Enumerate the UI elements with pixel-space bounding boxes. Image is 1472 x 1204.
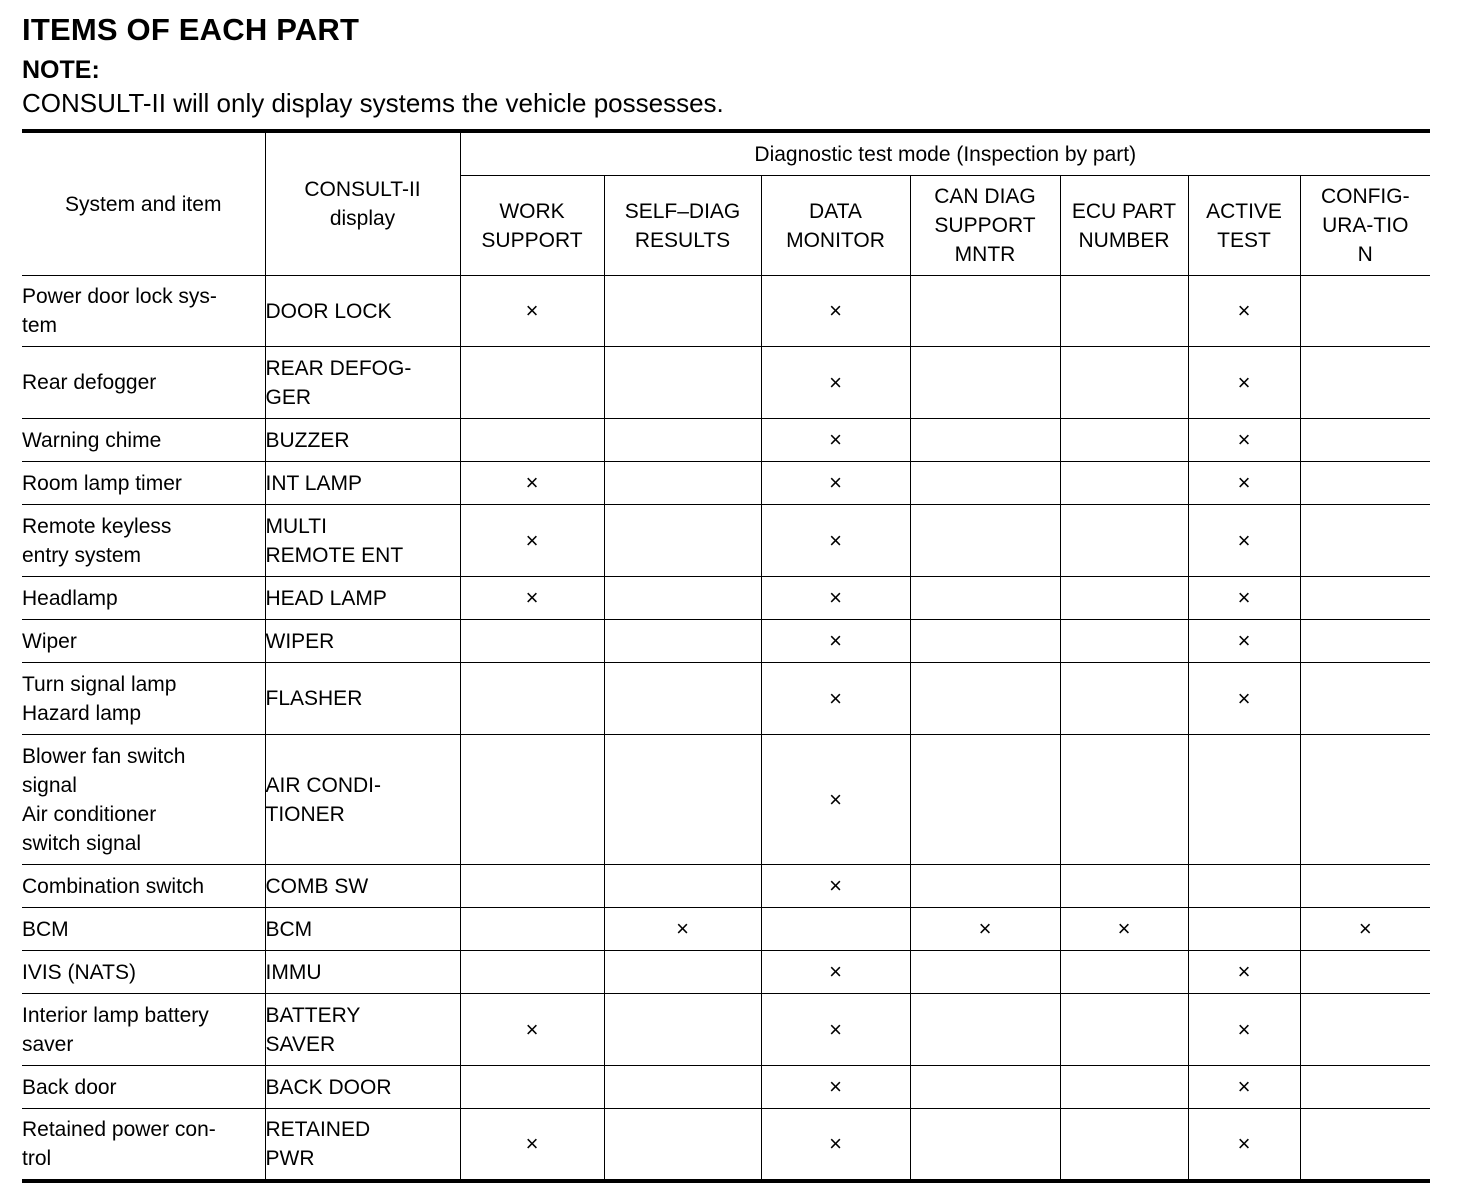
empty-cell [910,419,1060,462]
empty-cell [1300,577,1430,620]
empty-cell [604,994,761,1066]
empty-cell [604,347,761,419]
empty-cell [910,347,1060,419]
empty-cell [1060,865,1188,908]
header-system-and-item [22,131,265,276]
empty-cell [1300,1109,1430,1181]
empty-cell [1300,865,1430,908]
empty-cell [910,505,1060,577]
empty-cell [460,735,604,865]
header-display-label: CONSULT-II display [304,178,421,230]
empty-cell [460,908,604,951]
empty-cell [910,951,1060,994]
supported-mark: × [1188,1109,1300,1181]
table-row [22,505,1430,577]
empty-cell [604,663,761,735]
supported-mark: × [761,505,910,577]
empty-cell [910,865,1060,908]
empty-cell [604,462,761,505]
empty-cell [460,419,604,462]
supported-mark: × [761,735,910,865]
empty-cell [460,951,604,994]
consult-display-cell: IMMU [265,951,460,994]
note-label: NOTE: [22,56,100,84]
consult-display-cell: BATTERY SAVER [265,994,460,1066]
empty-cell [604,620,761,663]
empty-cell [1300,462,1430,505]
empty-cell [604,419,761,462]
supported-mark: × [1188,419,1300,462]
empty-cell [1060,620,1188,663]
empty-cell [460,347,604,419]
table-row [22,1066,1430,1109]
supported-mark: × [1188,505,1300,577]
table-row [22,276,1430,347]
empty-cell [1300,276,1430,347]
supported-mark: × [1188,276,1300,347]
supported-mark: × [761,419,910,462]
supported-mark: × [1188,994,1300,1066]
header-consult-display [265,131,460,276]
supported-mark: × [761,462,910,505]
consult-display-cell: RETAINED PWR [265,1109,460,1181]
empty-cell [1060,276,1188,347]
supported-mark: × [761,663,910,735]
empty-cell [1300,347,1430,419]
system-item-cell: Wiper [22,620,265,663]
empty-cell [604,951,761,994]
empty-cell [1300,735,1430,865]
empty-cell [1060,994,1188,1066]
empty-cell [460,865,604,908]
header-work-support: WORK SUPPORT [460,176,604,276]
empty-cell [604,1109,761,1181]
system-item-cell: Power door lock sys- tem [22,276,265,347]
consult-display-cell: MULTI REMOTE ENT [265,505,460,577]
header-self-diag-results: SELF–DIAG RESULTS [604,176,761,276]
consult-display-cell: INT LAMP [265,462,460,505]
empty-cell [1060,951,1188,994]
empty-cell [460,1066,604,1109]
supported-mark: × [761,951,910,994]
supported-mark: × [1188,347,1300,419]
empty-cell [460,620,604,663]
supported-mark: × [1060,908,1188,951]
supported-mark: × [460,276,604,347]
empty-cell [1300,994,1430,1066]
system-item-cell: Room lamp timer [22,462,265,505]
table-row [22,663,1430,735]
empty-cell [1060,1109,1188,1181]
supported-mark: × [1300,908,1430,951]
empty-cell [460,663,604,735]
empty-cell [604,865,761,908]
note-text: CONSULT-II will only display systems the vehicle possesses. [22,88,724,118]
empty-cell [1188,735,1300,865]
empty-cell [761,908,910,951]
system-item-cell: IVIS (NATS) [22,951,265,994]
supported-mark: × [761,994,910,1066]
empty-cell [910,276,1060,347]
system-item-cell: Headlamp [22,577,265,620]
supported-mark: × [1188,620,1300,663]
header-group-label: Diagnostic test mode (Inspection by part) [754,142,1137,166]
supported-mark: × [910,908,1060,951]
empty-cell [1060,577,1188,620]
system-item-cell: Warning chime [22,419,265,462]
supported-mark: × [604,908,761,951]
system-item-cell: Turn signal lamp Hazard lamp [22,663,265,735]
page-title: ITEMS OF EACH PART [22,12,360,47]
supported-mark: × [460,462,604,505]
header-system-label: System and item [65,192,222,216]
consult-display-cell: HEAD LAMP [265,577,460,620]
supported-mark: × [1188,577,1300,620]
consult-display-cell: AIR CONDI- TIONER [265,735,460,865]
supported-mark: × [1188,1066,1300,1109]
supported-mark: × [460,994,604,1066]
empty-cell [910,620,1060,663]
table-row [22,419,1430,462]
supported-mark: × [1188,462,1300,505]
empty-cell [604,276,761,347]
system-item-cell: Rear defogger [22,347,265,419]
empty-cell [1060,419,1188,462]
empty-cell [1300,951,1430,994]
header-configuration: CONFIG-URA-TION [1300,176,1430,276]
table-row [22,462,1430,505]
table-row [22,1109,1430,1181]
supported-mark: × [1188,663,1300,735]
supported-mark: × [460,1109,604,1181]
table-row [22,620,1430,663]
table-body [22,276,1430,1181]
table-row [22,908,1430,951]
table-row [22,994,1430,1066]
empty-cell [910,735,1060,865]
empty-cell [1060,462,1188,505]
empty-cell [910,462,1060,505]
supported-mark: × [1188,951,1300,994]
table-row [22,347,1430,419]
items-table [22,129,1430,1183]
system-item-cell: Retained power con- trol [22,1109,265,1181]
supported-mark: × [761,620,910,663]
consult-display-cell: BCM [265,908,460,951]
header-can-diag-support-mntr: CAN DIAG SUPPORT MNTR [910,176,1060,276]
empty-cell [1300,505,1430,577]
empty-cell [1300,1066,1430,1109]
empty-cell [1060,505,1188,577]
consult-display-cell: DOOR LOCK [265,276,460,347]
consult-display-cell: WIPER [265,620,460,663]
empty-cell [910,994,1060,1066]
empty-cell [910,1109,1060,1181]
system-item-cell: Combination switch [22,865,265,908]
empty-cell [910,1066,1060,1109]
empty-cell [1188,865,1300,908]
consult-display-cell: COMB SW [265,865,460,908]
table-row [22,735,1430,865]
consult-display-cell: BACK DOOR [265,1066,460,1109]
header-active-test: ACTIVE TEST [1188,176,1300,276]
empty-cell [1300,419,1430,462]
empty-cell [604,577,761,620]
empty-cell [604,1066,761,1109]
empty-cell [604,735,761,865]
system-item-cell: Back door [22,1066,265,1109]
empty-cell [910,577,1060,620]
supported-mark: × [460,505,604,577]
empty-cell [1300,620,1430,663]
empty-cell [1188,908,1300,951]
empty-cell [1060,663,1188,735]
empty-cell [1060,1066,1188,1109]
empty-cell [604,505,761,577]
supported-mark: × [761,1109,910,1181]
empty-cell [1300,663,1430,735]
consult-display-cell: FLASHER [265,663,460,735]
header-ecu-part-number: ECU PART NUMBER [1060,176,1188,276]
supported-mark: × [761,577,910,620]
system-item-cell: BCM [22,908,265,951]
supported-mark: × [460,577,604,620]
empty-cell [1060,735,1188,865]
header-diagnostic-test-mode [460,131,1430,176]
table-row [22,577,1430,620]
supported-mark: × [761,1066,910,1109]
empty-cell [910,663,1060,735]
system-item-cell: Interior lamp battery saver [22,994,265,1066]
empty-cell [1060,347,1188,419]
consult-display-cell: BUZZER [265,419,460,462]
system-item-cell: Remote keyless entry system [22,505,265,577]
table-row [22,865,1430,908]
supported-mark: × [761,347,910,419]
supported-mark: × [761,276,910,347]
system-item-cell: Blower fan switch signal Air conditioner switch signal [22,735,265,865]
table-row [22,951,1430,994]
header-data-monitor: DATA MONITOR [761,176,910,276]
supported-mark: × [761,865,910,908]
consult-display-cell: REAR DEFOG- GER [265,347,460,419]
